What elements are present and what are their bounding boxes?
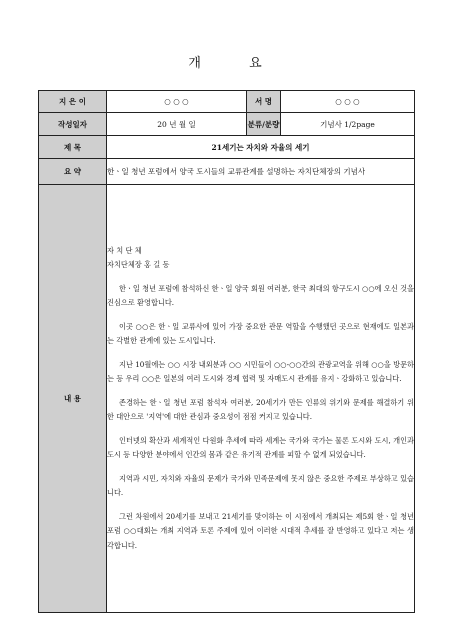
content-paragraph: 인터넷의 확산과 세계적인 다원화 추세에 따라 세계는 국가와 국가는 물론 도시와 도시, 개인과 도시 등 다양한 분야에서 인간의 몸과 같은 유기적 관계를 피할 수 없게 되었습니다. bbox=[107, 435, 414, 460]
outline-form-table bbox=[38, 90, 415, 613]
content-paragraph: 이곳 ○○은 한ㆍ일 교류사에 있어 가장 중요한 관문 역할을 수행했던 곳으로 현재에도 일본과는 각별한 관계에 있는 도시입니다. bbox=[107, 321, 414, 346]
date-value: 20 년 월 일 bbox=[107, 113, 247, 136]
summary-value: 한ㆍ일 청년 포럼에서 양국 도시들의 교류관계를 설명하는 자치단체장의 기념사 bbox=[107, 159, 415, 185]
content-person: 자치단체장 홍 길 동 bbox=[107, 260, 170, 270]
content-paragraph: 존경하는 한ㆍ일 청년 포럼 참석자 여러분, 20세기가 만든 인류의 위기와 문제를 해결하기 위한 대안으로 '지역'에 대한 관심과 중요성이 점점 커지고 있습니다. bbox=[107, 397, 414, 422]
author-label: 지 은 이 bbox=[39, 91, 107, 113]
author-value: ○ ○ ○ bbox=[107, 91, 247, 113]
content-body bbox=[107, 185, 415, 613]
content-paragraph: 한ㆍ일 청년 포럼에 참석하신 한ㆍ일 양국 회원 여러분, 한국 최대의 항구도시 ○○에 오신 것을 진심으로 환영합니다. bbox=[107, 283, 414, 308]
content-org: 자 치 단 체 bbox=[107, 245, 142, 255]
content-paragraph: 지역과 시민, 자치와 자율의 문제가 국가와 민족문제에 못지 않은 중요한 주제로 부상하고 있습니다. bbox=[107, 473, 414, 498]
signature-label: 서 명 bbox=[247, 91, 281, 113]
signature-value: ○ ○ ○ bbox=[281, 91, 415, 113]
content-paragraph: 지난 10월에는 ○○ 시장 내외분과 ○○ 시민들이 ○○-○○간의 관광교역을 위해 ○○을 방문하는 등 우리 ○○은 일본의 여러 도시와 경제 협력 및 자매도시 관계를 유지ㆍ강화하고 있습니다. bbox=[107, 359, 414, 384]
subject-label: 제 목 bbox=[39, 136, 107, 159]
category-label: 분류/분량 bbox=[247, 113, 281, 136]
content-paragraph: 그런 차원에서 20세기를 보내고 21세기를 맞이하는 이 시점에서 개최되는 제5회 한ㆍ일 청년포럼 ○○대회는 개최 지역과 토론 주제에 있어 이러한 시대적 추세를 잘 반영하고 있다고 저는 생각합니다. bbox=[107, 511, 414, 550]
category-value: 기념사 1/2page bbox=[281, 113, 415, 136]
summary-label: 요 약 bbox=[39, 159, 107, 185]
date-label: 작성일자 bbox=[39, 113, 107, 136]
document-title: 개 요 bbox=[188, 56, 284, 71]
subject-value: 21세기는 자치와 자율의 세기 bbox=[107, 136, 415, 159]
content-label: 내 용 bbox=[39, 185, 107, 613]
